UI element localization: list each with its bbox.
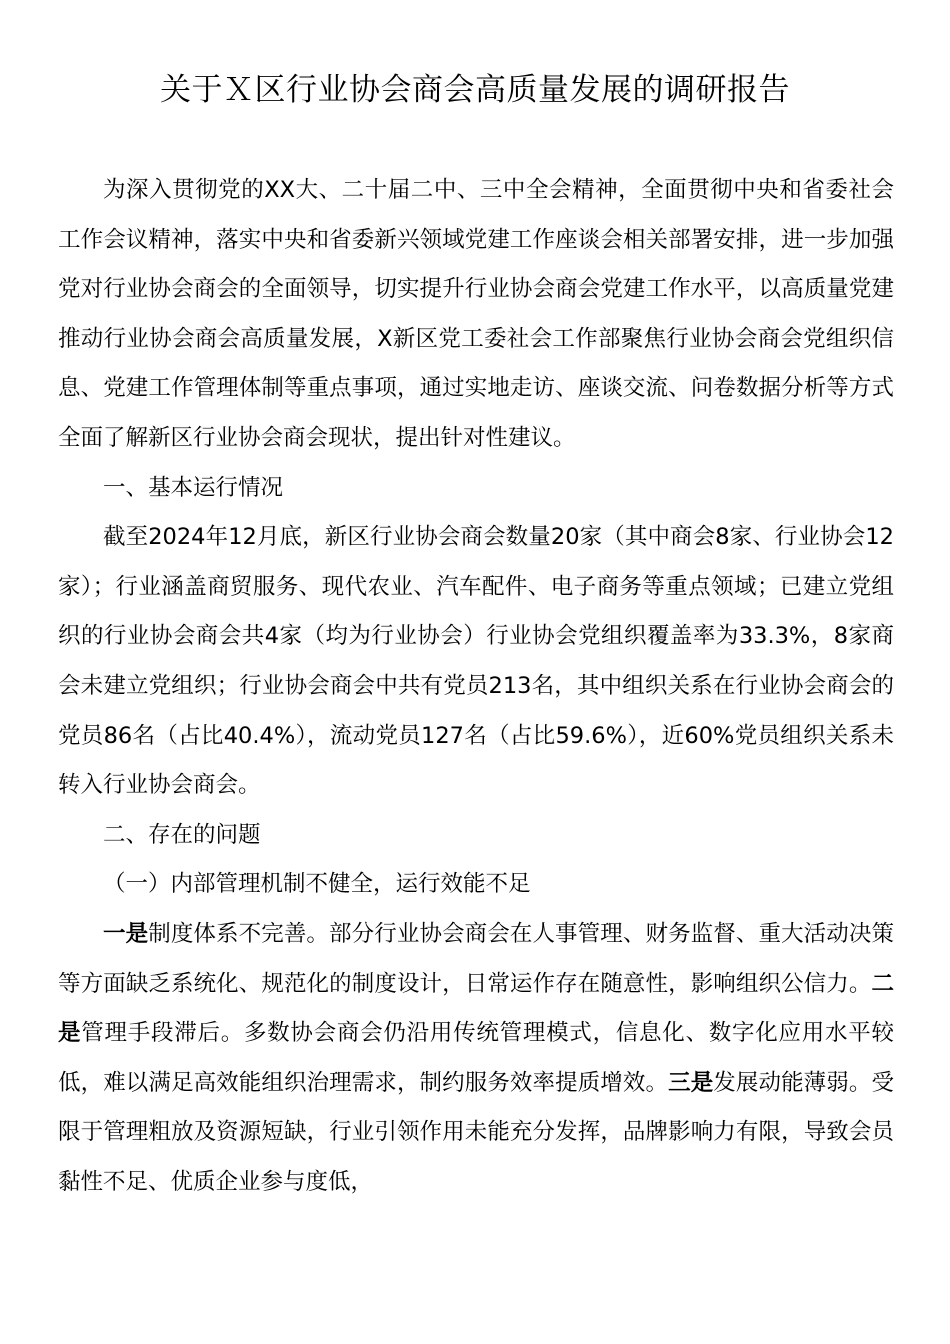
section-heading-problems: 二、存在的问题 <box>103 821 261 848</box>
subsection-heading-internal-management: （一）内部管理机制不健全，运行效能不足 <box>103 871 531 898</box>
section-heading-basic-operation: 一、基本运行情况 <box>103 474 284 501</box>
document-body <box>58 166 894 1207</box>
point-2-lead: 二是 <box>58 970 894 1047</box>
document-title: 关于Ｘ区行业协会商会高质量发展的调研报告 <box>160 72 790 108</box>
point-2-text: 管理手段滞后。多数协会商会仍沿用传统管理模式，信息化、数字化应用水平较低，难以满足高效能组织治理需求，制约服务效率提质增效。 <box>58 1020 894 1096</box>
point-3-text: 发展动能薄弱。受限于管理粗放及资源短缺，行业引领作用未能充分发挥，品牌影响力有限，导致会员黏性不足、优质企业参与度低， <box>58 1069 894 1195</box>
point-1-lead: 一是 <box>103 920 149 947</box>
intro-paragraph: 为深入贯彻党的XX大、二十届二中、三中全会精神，全面贯彻中央和省委社会工作会议精神，落实中央和省委新兴领域党建工作座谈会相关部署安排，进一步加强党对行业协会商会的全面领导，切实提升行业协会商会党建工作水平，以高质量党建推动行业协会商会高质量发展，X新区党工委社会工作部聚焦行业协会商会党组织信息、党建工作管理体制等重点事项，通过实地走访、座谈交流、问卷数据分析等方式全面了解新区行业协会商会现状，提出针对性建议。 <box>58 177 894 451</box>
basic-operation-paragraph: 截至2024年12月底，新区行业协会商会数量20家（其中商会8家、行业协会12家）；行业涵盖商贸服务、现代农业、汽车配件、电子商务等重点领域；已建立党组织的行业协会商会共4家（均为行业协会）行业协会党组织覆盖率为33.3%，8家商会未建立党组织；行业协会商会中共有党员213名，其中组织关系在行业协会商会的党员86名（占比40.4%），流动党员127名（占比59.6%），近60%党员组织关系未转入行业协会商会。 <box>58 524 894 799</box>
point-3-lead: 三是 <box>668 1069 714 1096</box>
point-1-text: 制度体系不完善。部分行业协会商会在人事管理、财务监督、重大活动决策等方面缺乏系统化、规范化的制度设计，日常运作存在随意性，影响组织公信力。 <box>58 920 894 997</box>
problems-paragraph <box>58 910 894 1208</box>
